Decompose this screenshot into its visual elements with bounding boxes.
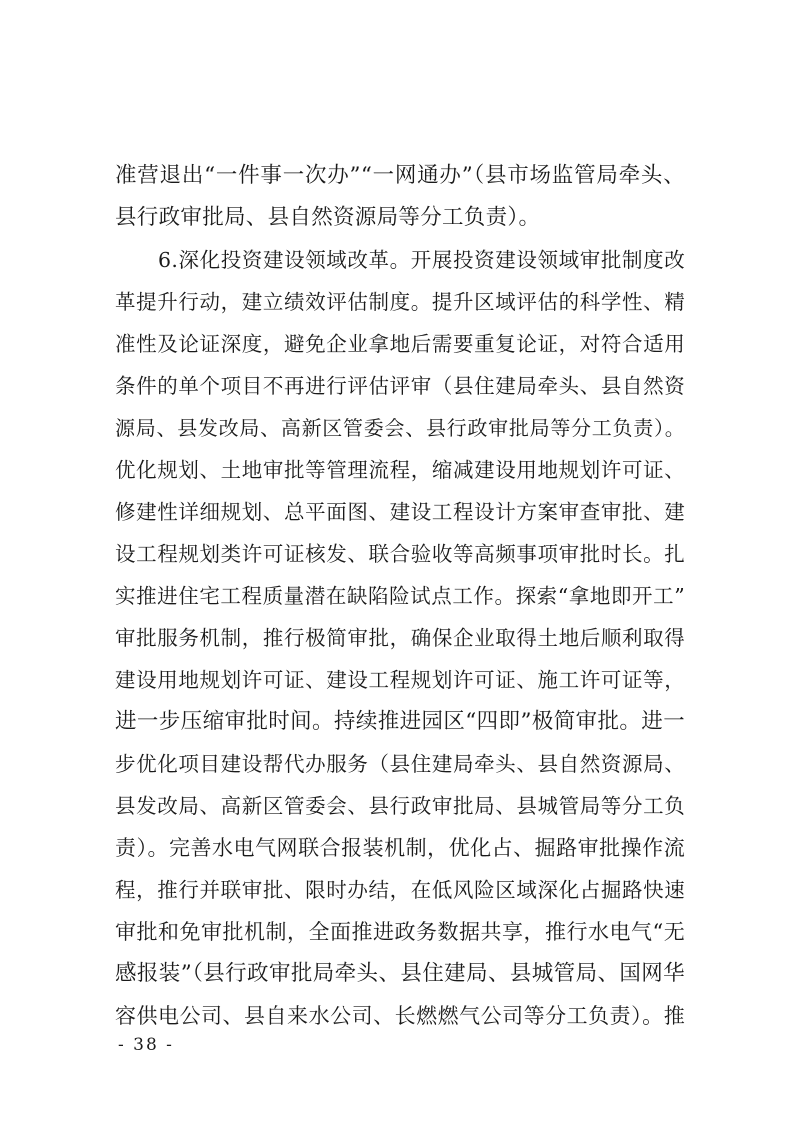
text-line-9: 修建性详细规划、总平面图、建设工程设计方案审查审批、建 <box>115 500 685 524</box>
text-line-20: 感报装”（县行政审批局牵头、县住建局、县城管局、国网华 <box>115 961 685 986</box>
text-line-18: 程，推行并联审批、限时办结，在低风险区域深化占掘路快速 <box>115 878 685 902</box>
text-line-11: 实推进住宅工程质量潜在缺陷险试点工作。探索“拿地即开工” <box>115 584 685 608</box>
text-line-19: 审批和免审批机制，全面推进政务数据共享，推行水电气“无 <box>115 920 685 944</box>
section-heading-line: 6.深化投资建设领域改革。开展投资建设领域审批制度改 <box>158 248 685 272</box>
text-line-13: 建设用地规划许可证、建设工程规划许可证、施工许可证等， <box>115 668 685 692</box>
text-line-16: 县发改局、高新区管委会、县行政审批局、县城管局等分工负 <box>115 794 685 818</box>
text-line-4: 革提升行动，建立绩效评估制度。提升区域评估的科学性、精 <box>115 290 685 314</box>
text-line-10: 设工程规划类许可证核发、联合验收等高频事项审批时长。扎 <box>115 542 685 566</box>
text-line-2: 县行政审批局、县自然资源局等分工负责）。 <box>115 205 541 230</box>
text-line-17: 责）。完善水电气网联合报装机制，优化占、掘路审批操作流 <box>115 836 685 860</box>
page-number: - 38 - <box>118 1035 174 1055</box>
text-line-1: 准营退出“一件事一次办”“一网通办”（县市场监管局牵头、 <box>115 163 685 188</box>
text-line-8: 优化规划、土地审批等管理流程，缩减建设用地规划许可证、 <box>115 458 685 482</box>
text-line-12: 审批服务机制，推行极简审批，确保企业取得土地后顺利取得 <box>115 626 685 650</box>
text-line-5: 准性及论证深度，避免企业拿地后需要重复论证，对符合适用 <box>115 332 685 356</box>
text-line-14: 进一步压缩审批时间。持续推进园区“四即”极简审批。进一 <box>115 709 685 734</box>
text-line-15: 步优化项目建设帮代办服务（县住建局牵头、县自然资源局、 <box>115 752 685 776</box>
text-line-7: 源局、县发改局、高新区管委会、县行政审批局等分工负责）。 <box>115 416 685 440</box>
text-line-21: 容供电公司、县自来水公司、长燃燃气公司等分工负责）。推 <box>115 1004 685 1028</box>
text-line-6: 条件的单个项目不再进行评估评审（县住建局牵头、县自然资 <box>115 374 685 398</box>
